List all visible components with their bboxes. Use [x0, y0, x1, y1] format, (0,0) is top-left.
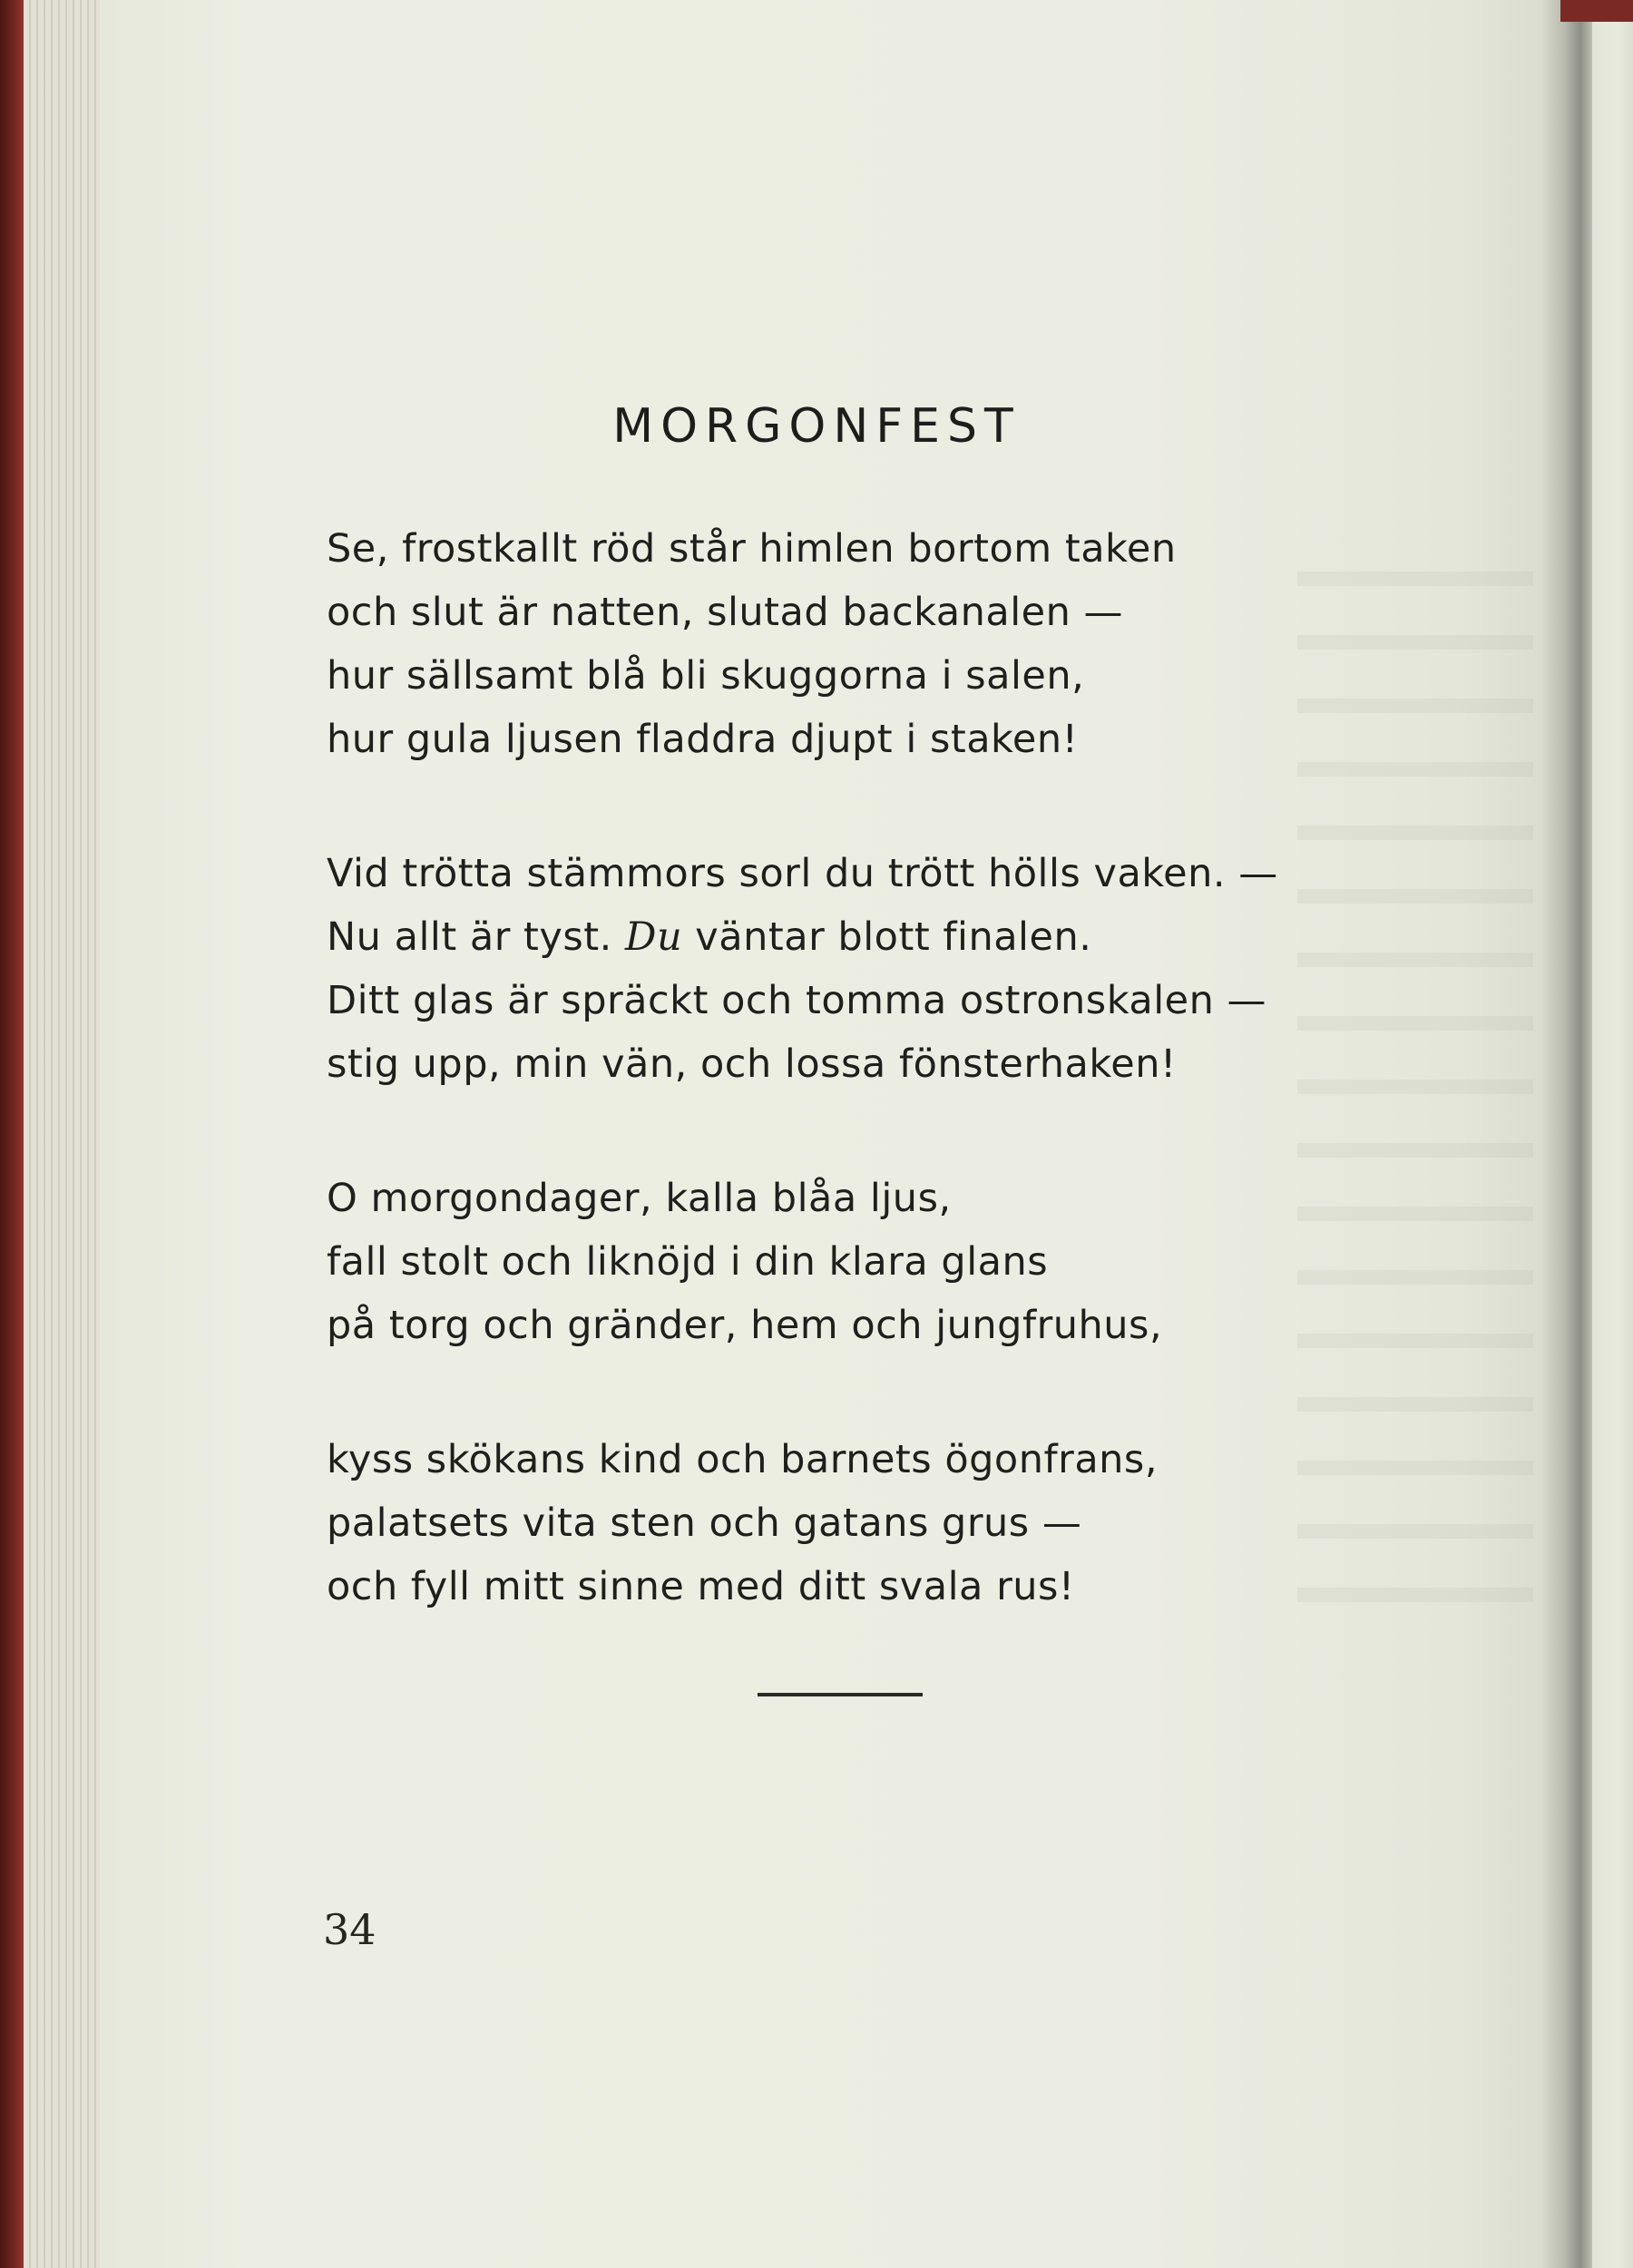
- poem-line: palatsets vita sten och gatans grus —: [327, 1501, 1082, 1546]
- poem-title: MORGONFEST: [612, 399, 1021, 454]
- poem-line: Se, frostkallt röd står himlen bortom taken: [327, 526, 1177, 572]
- stanza: [327, 1428, 1415, 1618]
- poem-line: kyss skökans kind och barnets ögonfrans,: [327, 1437, 1158, 1482]
- poem-line: [327, 905, 1415, 969]
- emphasized-word: Du: [624, 914, 683, 960]
- page-number: 34: [323, 1905, 376, 1954]
- poem-line: O morgondager, kalla blåa ljus,: [327, 1176, 952, 1221]
- line-segment: väntar blott finalen.: [682, 914, 1092, 960]
- section-divider: [758, 1693, 923, 1696]
- page-gutter: [1542, 0, 1597, 2268]
- facing-page-edge: [1592, 0, 1633, 2268]
- poem-line: Ditt glas är spräckt och tomma ostronskalen —: [327, 978, 1267, 1023]
- poem-line: fall stolt och liknöjd i din klara glans: [327, 1239, 1049, 1285]
- poem-line: och fyll mitt sinne med ditt svala rus!: [327, 1564, 1075, 1609]
- poem-body: [327, 517, 1415, 1689]
- stanza: [327, 517, 1415, 771]
- poem-line: hur gula ljusen fladdra djupt i staken!: [327, 717, 1079, 762]
- line-segment: Nu allt är tyst.: [327, 914, 625, 960]
- poem-line: på torg och gränder, hem och jungfruhus,: [327, 1303, 1163, 1348]
- poem-line: stig upp, min vän, och lossa fönsterhaken!: [327, 1041, 1177, 1087]
- stanza: [327, 1167, 1415, 1357]
- cover-corner: [1560, 0, 1633, 22]
- poem-line: och slut är natten, slutad backanalen —: [327, 590, 1124, 635]
- poem-line: hur sällsamt blå bli skuggorna i salen,: [327, 653, 1085, 699]
- stanza: [327, 842, 1415, 1096]
- poem-line: Vid trötta stämmors sorl du trött hölls vaken. —: [327, 851, 1278, 896]
